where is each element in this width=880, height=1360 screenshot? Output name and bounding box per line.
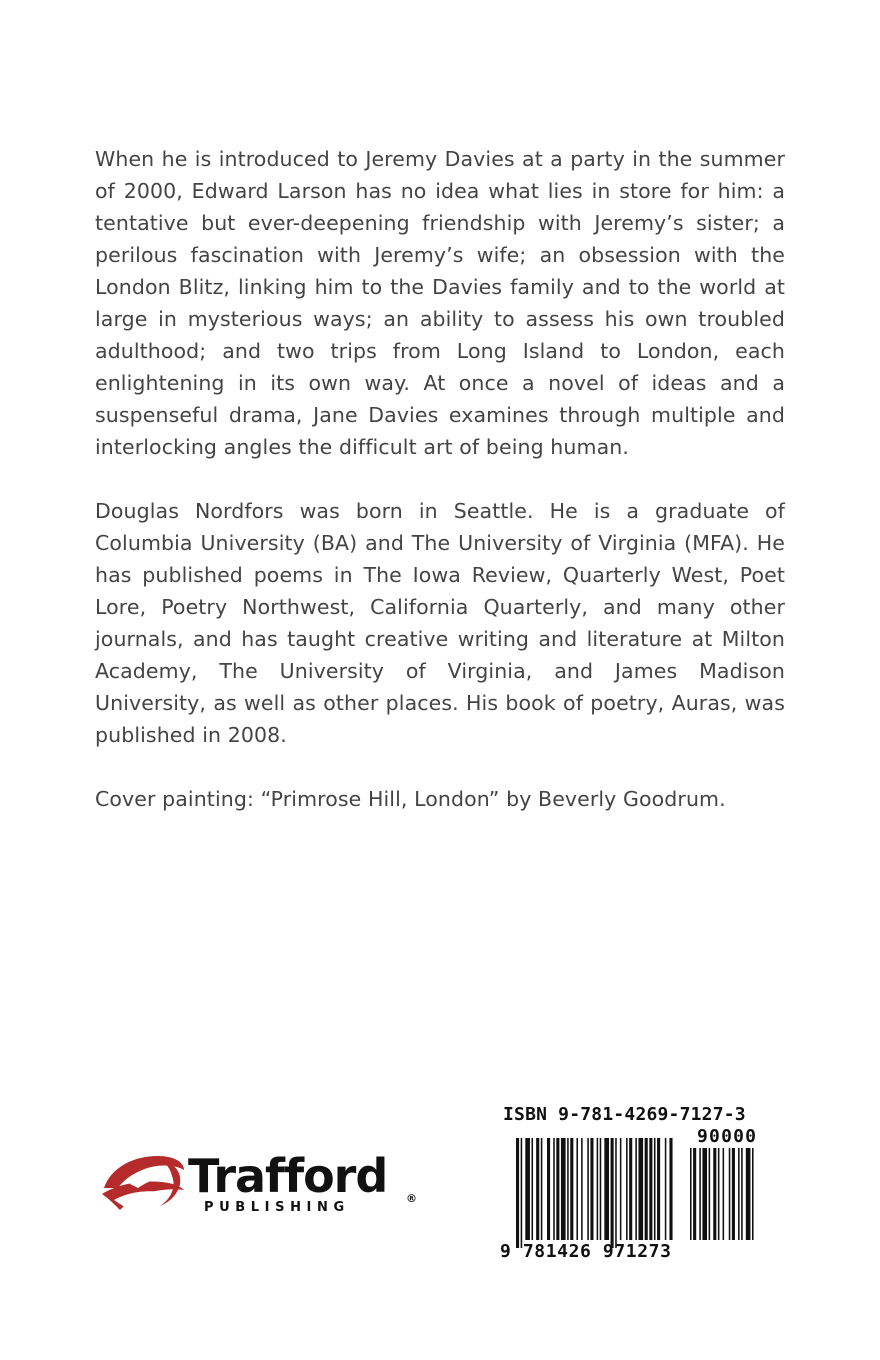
trafford-emblem-icon xyxy=(100,1148,186,1220)
registered-mark: ® xyxy=(406,1192,417,1205)
author-bio: Douglas Nordfors was born in Seattle. He is a graduate of Columbia University (BA) and The University of Virginia (MFA). He has published poems in The Iowa Review, Quarterly West, Poet Lore, Poetry Northwest, California Quarterly, and many other journals, and has taught creative writing and literature at Milton Academy, The University of Virginia, and James Madison University, as well as other places. His book of poetry, Auras, was published in 2008. xyxy=(95,499,785,747)
isbn-label: ISBN 9-781-4269-7127-3 xyxy=(503,1104,746,1125)
cover-credit: Cover painting: “Primrose Hill, London” by Beverly Goodrum. xyxy=(95,787,726,811)
barcode-bars-icon xyxy=(500,1104,775,1264)
publisher-wordmark: Trafford xyxy=(188,1149,388,1203)
ean-digits: 9 781426 971273 xyxy=(500,1241,672,1262)
isbn-barcode xyxy=(500,1104,775,1264)
back-cover-blurb: When he is introduced to Jeremy Davies at a party in the summer of 2000, Edward Larson has no idea what lies in store for him: a tentative but ever-deepening friendship with Jeremy’s sister; a perilous fascination with Jeremy’s wife; an obsession with the London Blitz, linking him to the Davies family and to the world at large in mysterious ways; an ability to assess his own troubled adulthood; and two trips from Long Island to London, each enlightening in its own way. At once a novel of ideas and a suspenseful drama, Jane Davies examines through multiple and interlocking angles the difficult art of being human. xyxy=(95,147,785,459)
publisher-logo xyxy=(100,1148,430,1228)
publisher-subtitle: PUBLISHING xyxy=(204,1200,350,1215)
price-code: 90000 xyxy=(697,1126,758,1147)
